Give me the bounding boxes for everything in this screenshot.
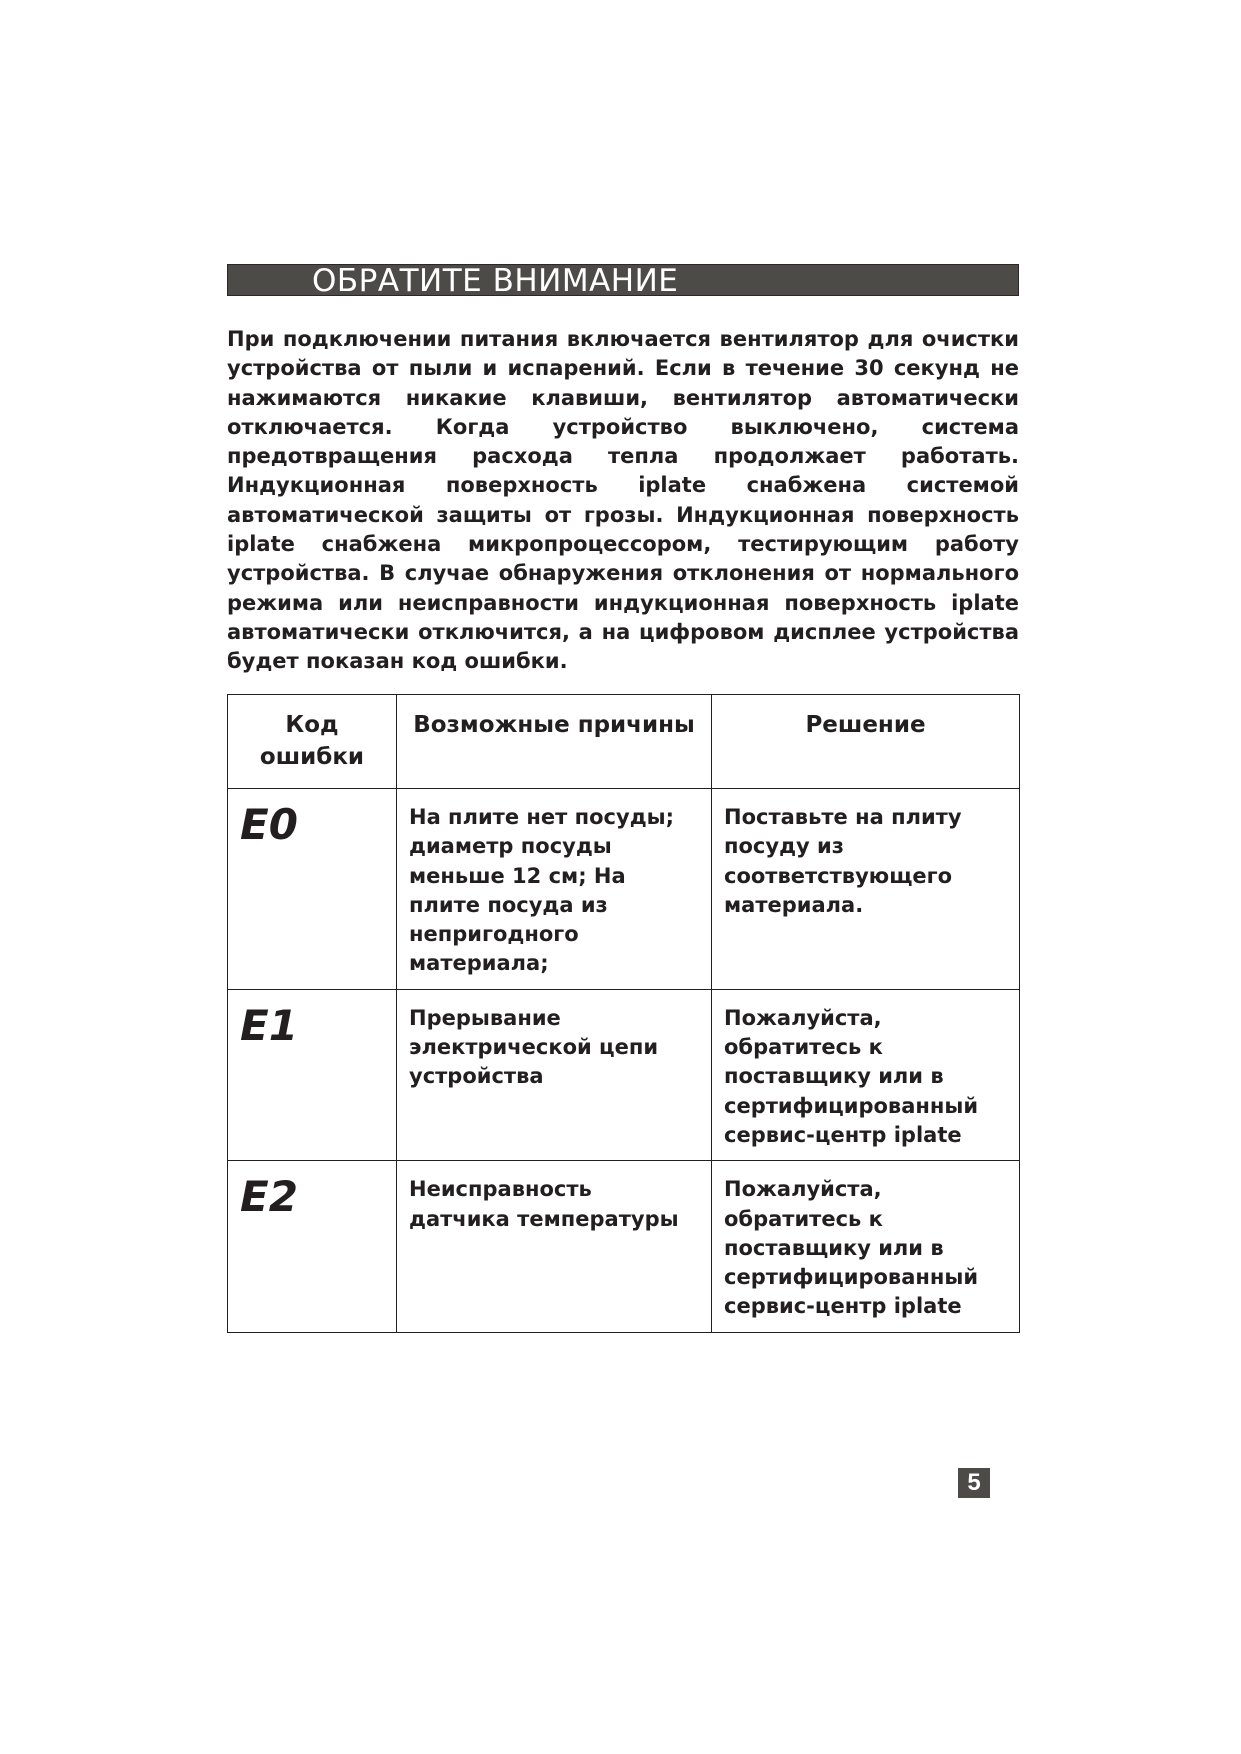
cause-cell: На плите нет посуды; диаметр посуды меньше 12 см; На плите посуда из непригодного материала; <box>397 789 712 990</box>
header-cause: Возможные причины <box>397 695 712 789</box>
solution-cell: Пожалуйста, обратитесь к поставщику или в сертифицированный сервис-центр iplate <box>712 989 1020 1160</box>
solution-cell: Поставьте на плиту посуду из соответствующего материала. <box>712 789 1020 990</box>
header-code: Код ошибки <box>228 695 397 789</box>
error-code-cell: E2 <box>228 1161 397 1332</box>
error-code-cell: E1 <box>228 989 397 1160</box>
error-codes-table <box>227 694 1020 1333</box>
section-heading-title: ОБРАТИТЕ ВНИМАНИЕ <box>312 263 679 299</box>
page-number-badge: 5 <box>958 1468 990 1498</box>
cause-cell: Прерывание электрической цепи устройства <box>397 989 712 1160</box>
table-row <box>228 989 1020 1160</box>
notice-paragraph: При подключении питания включается вентилятор для очистки устройства от пыли и испарений. Если в течение 30 секунд не нажимаются никакие клавиши, вентилятор автоматически отключается. Когда устройство выключено, система предотвращения расхода тепла продолжает работать. Индукционная поверхность iplate снабжена системой автоматической защиты от грозы. Индукционная поверхность iplate снабжена микропроцессором, тестирующим работу устройства. В случае обнаружения отклонения от нормального режима или неисправности индукционная поверхность iplate автоматически отключится, а на цифровом дисплее устройства будет показан код ошибки. <box>227 327 1019 674</box>
section-heading-bar <box>227 263 1019 299</box>
table-row <box>228 1161 1020 1332</box>
solution-cell: Пожалуйста, обратитесь к поставщику или в сертифицированный сервис-центр iplate <box>712 1161 1020 1332</box>
cause-cell: Неисправность датчика температуры <box>397 1161 712 1332</box>
table-row <box>228 789 1020 990</box>
table-header-row <box>228 695 1020 789</box>
header-solution: Решение <box>712 695 1020 789</box>
error-code-cell: E0 <box>228 789 397 990</box>
